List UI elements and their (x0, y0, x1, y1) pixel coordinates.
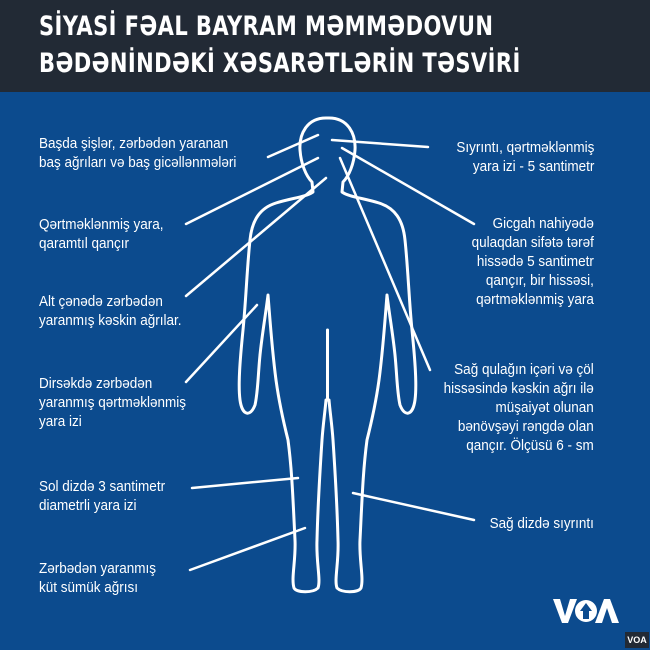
label-left-knee: Sol dizdə 3 santimetr diametrli yara izi (39, 478, 166, 514)
label-lower-jaw: Alt çənədə zərbədən yaranmış kəskin ağrılar. (39, 293, 182, 329)
leader-line-lower-jaw (186, 178, 326, 296)
leader-line-elbow (186, 305, 257, 382)
leader-line-head-swelling (268, 135, 318, 157)
title-line-1: SİYASİ FƏAL BAYRAM MƏMMƏDOVUN (39, 11, 494, 42)
leader-line-left-knee (192, 478, 298, 488)
leader-line-bone-pain (190, 528, 305, 570)
label-right-knee: Sağ dizdə sıyrıntı (489, 515, 594, 532)
label-bone-pain: Zərbədən yaranmış küt sümük ağrısı (39, 560, 157, 596)
label-elbow: Dirsəkdə zərbədən yaranmış qərtməklənmiş yara izi (39, 375, 187, 430)
label-scratched-wound: Qərtməklənmiş yara, qaramtıl qançır (39, 216, 164, 252)
label-temple-bruise: Gicgah nahiyədə qulaqdan sifətə tərəf hissədə 5 santimetr qançır, bir hissəsi, qərtməklənmiş yara (471, 215, 594, 308)
label-head-swelling: Başda şişlər, zərbədən yaranan baş ağrıları və baş gicəllənmələri (39, 135, 237, 171)
label-right-ear: Sağ qulağın içəri və çöl hissəsində kəskin ağrı ilə müşaiyət olunan bənövşəyi rəngdə olan qançır. Ölçüsü 6 - sm (443, 361, 594, 454)
leader-line-right-knee (353, 493, 474, 520)
label-scratch-5cm: Sıyrıntı, qərtməklənmiş yara izi - 5 santimetr (455, 139, 594, 175)
leader-line-scratch-5cm (332, 140, 428, 147)
voa-badge: VOA (625, 632, 649, 648)
leader-line-temple (342, 148, 474, 224)
voa-logo-icon (553, 596, 619, 626)
title-line-2: BƏDƏNİNDƏKİ XƏSARƏTLƏRİN TƏSVİRİ (39, 48, 521, 79)
